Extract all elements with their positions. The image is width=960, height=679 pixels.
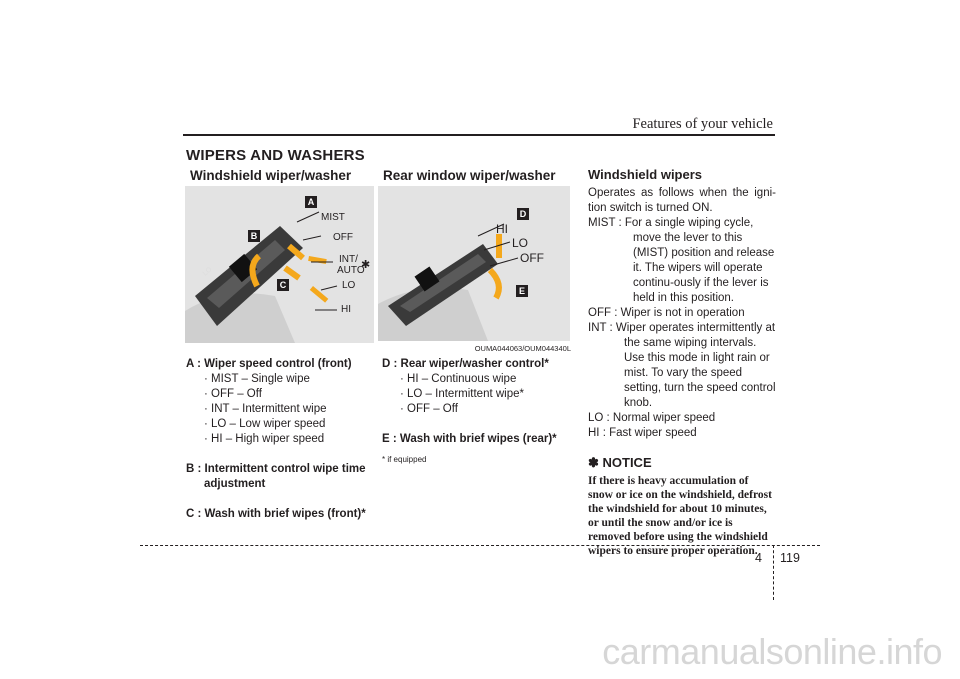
rear-figure-title: Rear window wiper/washer — [383, 168, 556, 183]
windshield-wipers-section — [588, 167, 776, 558]
page-number: 119 — [780, 551, 800, 565]
int-detail: the same wiping intervals. Use this mode in light rain or mist. To vary the speed setting, turn the speed control knob. — [624, 337, 776, 409]
svg-text:LO: LO — [201, 266, 214, 278]
lo-entry: LO : Normal wiper speed — [588, 412, 716, 424]
legend-c-title: C : Wash with brief wipes (front)* — [186, 508, 366, 520]
mist-entry — [588, 216, 776, 306]
label-mist: MIST — [321, 212, 345, 223]
header-rule — [183, 134, 775, 136]
callout-a: A — [305, 196, 317, 208]
label-off: OFF — [333, 232, 353, 243]
legend-a-item: · MIST – Single wipe — [204, 373, 310, 385]
legend-a-title: A : Wiper speed control (front) — [186, 358, 352, 370]
int-line: INT : Wiper operates intermittently at — [588, 322, 776, 334]
hi-entry: HI : Fast wiper speed — [588, 427, 697, 439]
label-int: INT/ — [339, 254, 358, 265]
label-lo: LO — [342, 280, 356, 291]
off-entry: OFF : Wiper is not in operation — [588, 307, 745, 319]
callout-c: C — [277, 279, 289, 291]
figure-code: OUMA044063/OUM044340L — [474, 344, 571, 353]
front-figure-title: Windshield wiper/washer — [190, 168, 352, 183]
notice-body: If there is heavy accumulation of snow or ice on the windshield, defrost the windshield for about 10 minutes, or until the snow and/or ice is removed before using the windshield wipers to ensure proper operation. — [588, 475, 772, 557]
callout-d: D — [517, 208, 529, 220]
mist-line: MIST : For a single wiping cycle, — [588, 217, 754, 229]
chapter-number: 4 — [755, 551, 762, 565]
legend-a-item: · INT – Intermittent wipe — [204, 403, 327, 415]
watermark: carmanualsonline.info — [602, 631, 942, 672]
windshield-wipers-heading: Windshield wipers — [588, 167, 703, 182]
legend-e-title: E : Wash with brief wipes (rear)* — [382, 433, 557, 445]
label-rear-hi: HI — [496, 222, 508, 236]
page-number-divider — [773, 545, 774, 600]
section-title: WIPERS AND WASHERS — [186, 147, 365, 164]
callout-b: B — [248, 230, 260, 242]
legend-a-item: · OFF – Off — [204, 388, 262, 400]
label-rear-off: OFF — [520, 251, 544, 265]
label-star: ✱ — [361, 259, 371, 271]
label-auto: AUTO — [337, 265, 365, 276]
mist-detail: move the lever to this (MIST) position and release it. The wipers will operate continu-ously if the lever is held in this position. — [633, 232, 775, 304]
int-entry — [588, 321, 776, 411]
legend-d-item: · LO – Intermittent wipe* — [400, 388, 524, 400]
legend-a-item: · LO – Low wiper speed — [204, 418, 326, 430]
label-hi: HI — [341, 304, 351, 315]
running-header: Features of your vehicle — [632, 116, 773, 132]
callout-e: E — [516, 285, 528, 297]
legend-front — [186, 357, 376, 522]
legend-d-item: · HI – Continuous wipe — [400, 373, 517, 385]
legend-a-item: · HI – High wiper speed — [204, 433, 325, 445]
legend-b-title-cont: adjustment — [204, 478, 266, 490]
notice-title: ✽ NOTICE — [588, 455, 652, 470]
legend-d-item: · OFF – Off — [400, 403, 458, 415]
intro-paragraph: Operates as follows when the igni-tion switch is turned ON. — [588, 187, 776, 214]
label-rear-lo: LO — [512, 236, 529, 250]
footer-rule — [140, 545, 820, 546]
legend-rear — [382, 357, 572, 467]
legend-d-title: D : Rear wiper/washer control* — [382, 358, 549, 370]
legend-b-title: B : Intermittent control wipe time — [186, 463, 366, 475]
footnote: * if equipped — [382, 455, 427, 464]
